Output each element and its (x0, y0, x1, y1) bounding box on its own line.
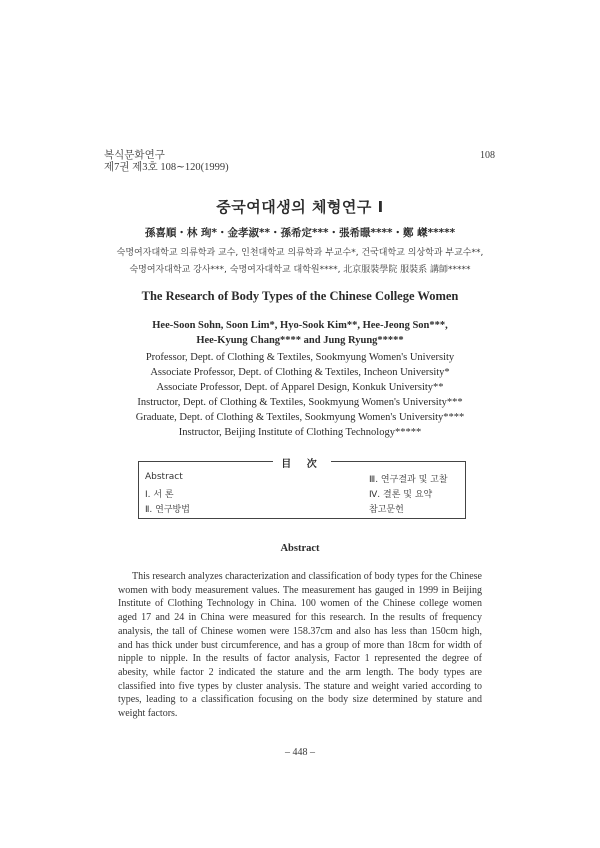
korean-title: 중국여대생의 체형연구 Ⅰ (216, 198, 384, 216)
table-of-contents (138, 461, 466, 519)
abstract-body: This research analyzes characterization and classification of body types for the Chinese women with body measurement values. The measurement has gauged in 1999 in Beijing Institute of Clothing Technology in China. 100 women of the Chinese college women aged 17 and 24 in China were measured for this research. In the results of frequency analysis, the tall of Chinese women were 158.37cm and also has less than 150cm high, and has thick under bust circumference, and has a group of more than 18cm for width of nipple to nipple. In the results of factor analysis, Factor 1 represented the degree of abesity, while factor 2 indicated the stature and the arm length. The body types are classified into five types by cluster analysis. The stature and weight varied according to types, leading to a classification focusing on the body size determined by stature and weight factors. (118, 571, 482, 720)
toc-heading: 目 次 (273, 459, 330, 470)
korean-authors: 孫喜順・林 珣*・金孝淑**・孫希定***・張希暻****・鄭 嵥***** (144, 227, 456, 239)
english-title: The Research of Body Types of the Chinese College Women (141, 289, 459, 303)
toc-item[interactable]: Ⅱ. 연구방법 (145, 505, 190, 515)
toc-item[interactable]: Ⅳ. 결론 및 요약 (369, 490, 433, 500)
korean-affiliation-line-1: 숙명여자대학교 의류학과 교수, 인천대학교 의류학과 부교수*, 건국대학교 의상학과 부교수**, (116, 248, 484, 258)
abstract-heading: Abstract (280, 543, 320, 554)
korean-affiliation-line-2: 숙명여자대학교 강사***, 숙명여자대학교 대학원****, 北京服裝學院 服裝系 講師***** (129, 265, 471, 275)
toc-item[interactable]: Ⅰ. 서 론 (145, 490, 174, 500)
affiliation-line: Instructor, Dept. of Clothing & Textiles, Sookmyung Women's University*** (137, 397, 463, 408)
toc-item[interactable]: Abstract (145, 472, 183, 482)
affiliation-line: Associate Professor, Dept. of Apparel Design, Konkuk University** (156, 382, 444, 393)
english-authors-line-1: Hee-Soon Sohn, Soon Lim*, Hyo-Sook Kim**, Hee-Jeong Son***, (152, 320, 448, 331)
toc-item[interactable]: 참고문헌 (369, 505, 404, 515)
volume-info: 제7권 제3호 108∼120(1999) (104, 162, 229, 173)
affiliation-line: Professor, Dept. of Clothing & Textiles, Sookmyung Women's University (145, 352, 455, 363)
page-number: 108 (480, 150, 495, 161)
affiliation-line: Instructor, Beijing Institute of Clothing Technology***** (178, 427, 422, 438)
affiliation-line: Associate Professor, Dept. of Clothing & Textiles, Incheon University* (150, 367, 450, 378)
english-affiliations (0, 350, 600, 440)
journal-header (104, 150, 229, 174)
toc-item[interactable]: Ⅲ. 연구결과 및 고찰 (369, 475, 448, 485)
journal-name: 복식문화연구 (104, 150, 165, 161)
page-footer: – 448 – (285, 747, 315, 758)
affiliation-line: Graduate, Dept. of Clothing & Textiles, Sookmyung Women's University**** (135, 412, 465, 423)
english-authors-line-2: Hee-Kyung Chang**** and Jung Ryung***** (196, 335, 404, 346)
